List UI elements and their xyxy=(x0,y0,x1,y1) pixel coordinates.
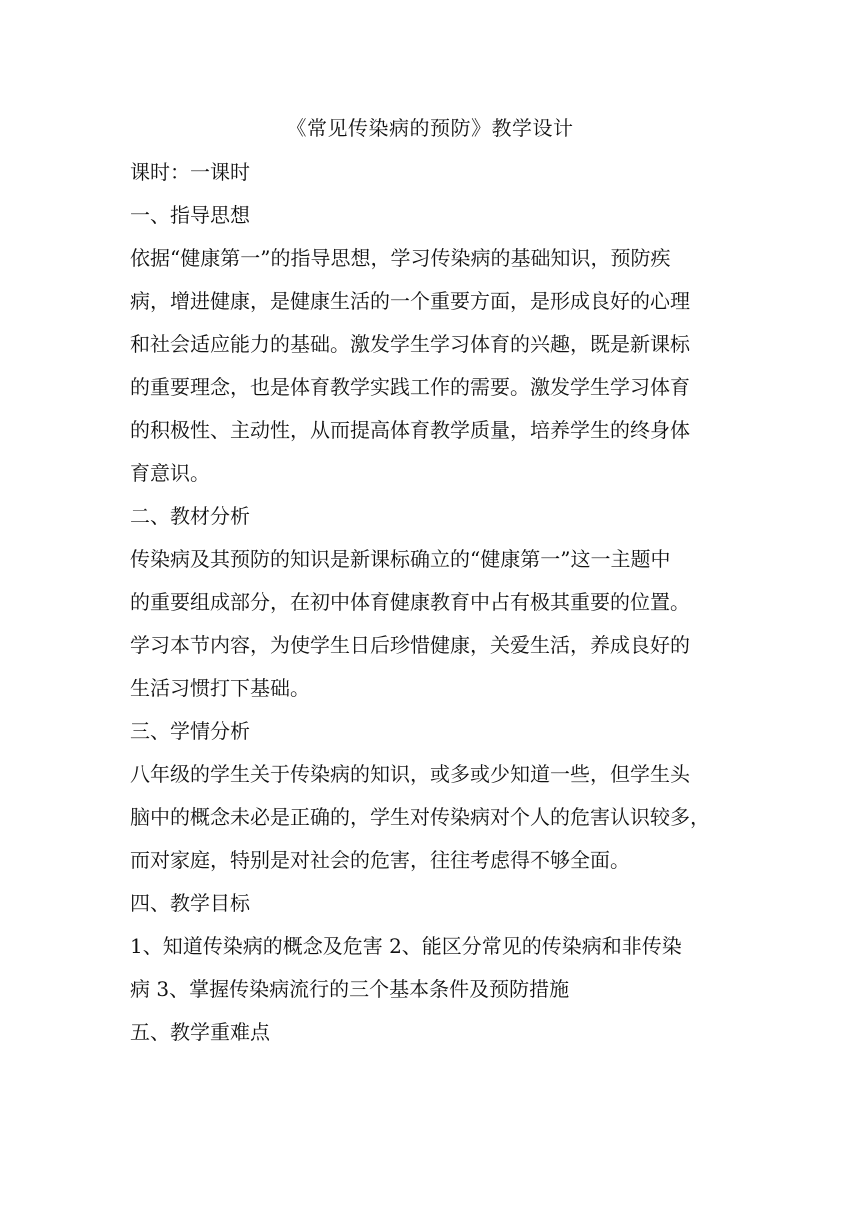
body-line: 1、知道传染病的概念及危害 2、能区分常见的传染病和非传染 xyxy=(130,934,682,958)
section-heading-guiding-ideology: 一、指导思想 xyxy=(130,203,250,227)
body-line: 病，增进健康，是健康生活的一个重要方面，是形成良好的心理 xyxy=(130,289,690,313)
body-line: 育意识。 xyxy=(130,461,210,485)
body-line: 八年级的学生关于传染病的知识，或多或少知道一些，但学生头 xyxy=(130,762,690,786)
lesson-duration: 课时：一课时 xyxy=(130,160,250,184)
body-line: 脑中的概念未必是正确的，学生对传染病对个人的危害认识较多， xyxy=(130,805,710,829)
section-heading-key-points: 五、教学重难点 xyxy=(130,1020,270,1044)
body-line: 传染病及其预防的知识是新课标确立的“健康第一”这一主题中 xyxy=(130,547,671,571)
body-line: 生活习惯打下基础。 xyxy=(130,676,310,700)
body-line: 和社会适应能力的基础。激发学生学习体育的兴趣，既是新课标 xyxy=(130,332,690,356)
body-line: 的重要组成部分，在初中体育健康教育中占有极其重要的位置。 xyxy=(130,590,690,614)
body-line: 而对家庭，特别是对社会的危害，往往考虑得不够全面。 xyxy=(130,848,630,872)
section-heading-teaching-goals: 四、教学目标 xyxy=(130,891,250,915)
section-heading-material-analysis: 二、教材分析 xyxy=(130,504,250,528)
body-line: 的积极性、主动性，从而提高体育教学质量，培养学生的终身体 xyxy=(130,418,690,442)
document-title: 《常见传染病的预防》教学设计 xyxy=(286,116,574,140)
body-line: 的重要理念，也是体育教学实践工作的需要。激发学生学习体育 xyxy=(130,375,690,399)
document-body xyxy=(130,154,742,1057)
body-line: 病 3、掌握传染病流行的三个基本条件及预防措施 xyxy=(130,977,570,1001)
body-line: 学习本节内容，为使学生日后珍惜健康，关爱生活，养成良好的 xyxy=(130,633,690,657)
section-heading-student-analysis: 三、学情分析 xyxy=(130,719,250,743)
body-line: 依据“健康第一”的指导思想，学习传染病的基础知识，预防疾 xyxy=(130,246,671,270)
